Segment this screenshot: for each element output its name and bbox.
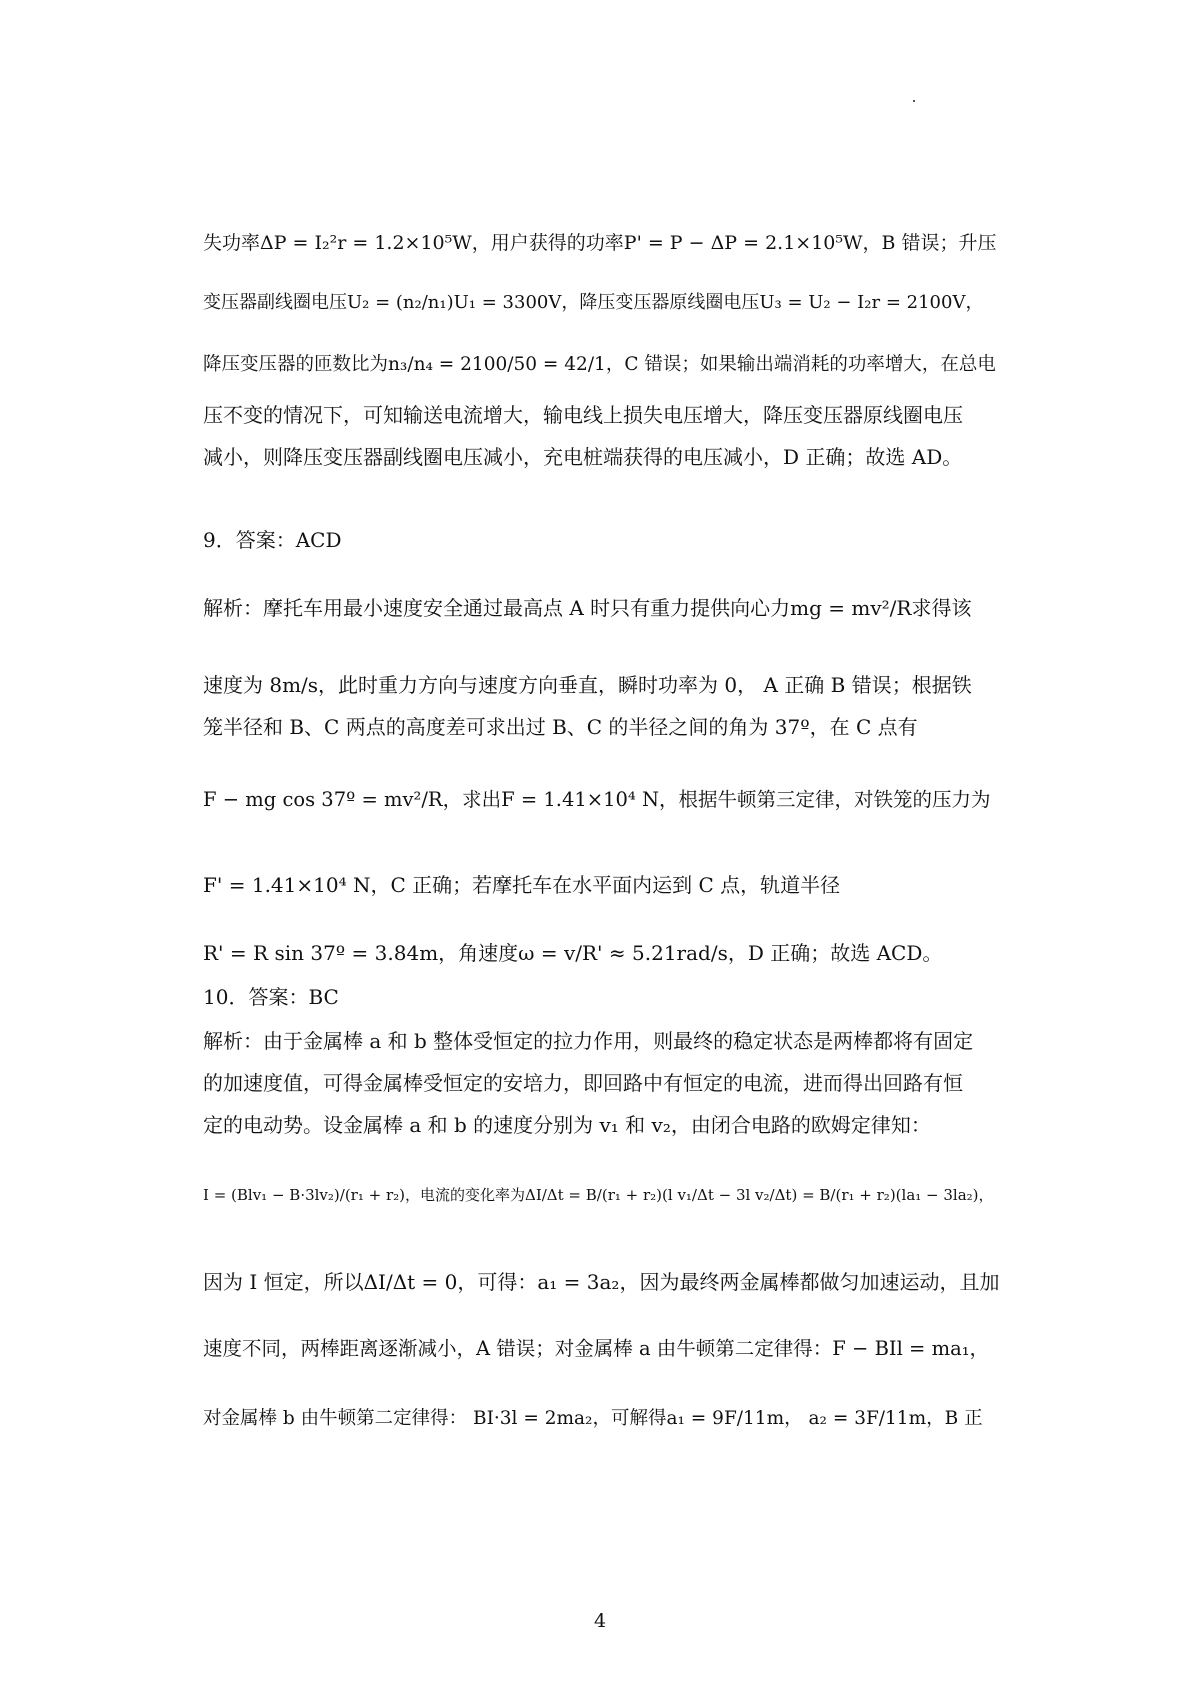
text-line: 变压器副线圈电压U₂ = (n₂/n₁)U₁ = 3300V，降压变压器原线圈电压U₃ = U₂ − I₂r = 2100V，: [203, 292, 984, 313]
text-line: 速度为 8m/s，此时重力方向与速度方向垂直，瞬时功率为 0， A 正确 B 错误；根据铁: [203, 673, 972, 697]
text-line: I = (Blv₁ − B·3lv₂)/(r₁ + r₂)，电流的变化率为ΔI/Δt = B/(r₁ + r₂)(l v₁/Δt − 3l v₂/Δt) = B/(r₁ + r₂)(la₁ − 3la₂)，: [203, 1186, 994, 1204]
text-line: 失功率ΔP = I₂²r = 1.2×10⁵W，用户获得的功率P' = P − ΔP = 2.1×10⁵W，B 错误；升压: [203, 232, 997, 254]
answer-heading: 9．答案：ACD: [203, 528, 342, 552]
text-line: 降压变压器的匝数比为n₃/n₄ = 2100/50 = 42/1，C 错误；如果输出端消耗的功率增大，在总电: [203, 354, 996, 375]
text-line: 的加速度值，可得金属棒受恒定的安培力，即回路中有恒定的电流，进而得出回路有恒: [203, 1071, 963, 1095]
text-line: 对金属棒 b 由牛顿第二定律得： BI·3l = 2ma₂，可解得a₁ = 9F/11m， a₂ = 3F/11m，B 正: [203, 1408, 983, 1429]
text-line: F − mg cos 37º = mv²/R，求出F = 1.41×10⁴ N，根据牛顿第三定律，对铁笼的压力为: [203, 788, 991, 811]
text-line: F' = 1.41×10⁴ N，C 正确；若摩托车在水平面内运到 C 点，轨道半径: [203, 873, 841, 897]
text-line: 笼半径和 B、C 两点的高度差可求出过 B、C 的半径之间的角为 37º，在 C 点有: [203, 715, 918, 739]
text-line: 解析：摩托车用最小速度安全通过最高点 A 时只有重力提供向心力mg = mv²/R求得该: [203, 596, 972, 620]
decorative-dot: [913, 100, 915, 102]
page-number: 4: [593, 1610, 607, 1632]
answer-heading: 10．答案：BC: [203, 985, 339, 1009]
text-line: 解析：由于金属棒 a 和 b 整体受恒定的拉力作用，则最终的稳定状态是两棒都将有固定: [203, 1029, 974, 1053]
text-line: R' = R sin 37º = 3.84m，角速度ω = v/R' ≈ 5.21rad/s，D 正确；故选 ACD。: [203, 941, 943, 965]
text-line: 速度不同，两棒距离逐渐减小，A 错误；对金属棒 a 由牛顿第二定律得：F − BIl = ma₁，: [203, 1337, 990, 1360]
text-line: 压不变的情况下，可知输送电流增大，输电线上损失电压增大，降压变压器原线圈电压: [203, 403, 963, 427]
text-line: 因为 I 恒定，所以ΔI/Δt = 0，可得：a₁ = 3a₂，因为最终两金属棒都做匀加速运动，且加: [203, 1270, 1000, 1294]
text-line: 定的电动势。设金属棒 a 和 b 的速度分别为 v₁ 和 v₂，由闭合电路的欧姆定律知：: [203, 1113, 931, 1137]
text-line: 减小，则降压变压器副线圈电压减小，充电桩端获得的电压减小，D 正确；故选 AD。: [203, 445, 963, 469]
